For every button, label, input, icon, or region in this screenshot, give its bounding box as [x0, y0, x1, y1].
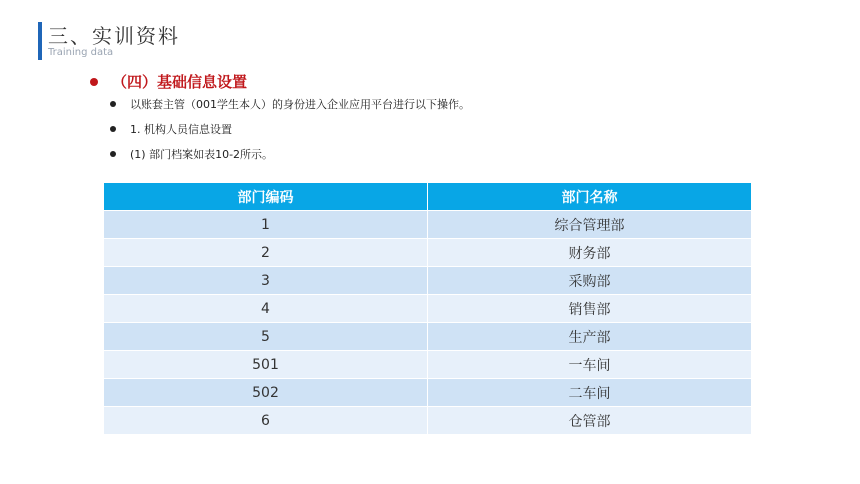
list-item-text: 以账套主管（001学生本人）的身份进入企业应用平台进行以下操作。: [130, 97, 470, 111]
column-header-code: 部门编码: [104, 183, 428, 211]
dept-name-cell: 财务部: [428, 239, 752, 267]
table-row: [104, 407, 751, 435]
dept-name-cell: 仓管部: [428, 407, 752, 435]
table-row: [104, 239, 751, 267]
dept-code-cell: 6: [104, 407, 428, 435]
dept-name-cell: 一车间: [428, 351, 752, 379]
bullet-dot-icon: [110, 101, 116, 107]
list-item: [110, 116, 470, 141]
header-accent-bar: [38, 22, 42, 60]
slide-subtitle: Training data: [48, 47, 114, 58]
dept-code-cell: 5: [104, 323, 428, 351]
bullet-dot-icon: [110, 151, 116, 157]
department-table: [104, 183, 751, 434]
table-row: [104, 351, 751, 379]
slide-title: 三、实训资料: [48, 24, 180, 48]
bullet-dot-icon: [90, 78, 98, 86]
table-row: [104, 295, 751, 323]
dept-name-cell: 综合管理部: [428, 211, 752, 239]
table-row: [104, 211, 751, 239]
dept-code-cell: 501: [104, 351, 428, 379]
dept-code-cell: 4: [104, 295, 428, 323]
list-item-text: 1. 机构人员信息设置: [130, 122, 232, 136]
section-heading: [90, 71, 247, 92]
dept-name-cell: 生产部: [428, 323, 752, 351]
dept-code-cell: 502: [104, 379, 428, 407]
dept-name-cell: 二车间: [428, 379, 752, 407]
section-heading-text: （四）基础信息设置: [112, 73, 248, 91]
dept-name-cell: 采购部: [428, 267, 752, 295]
list-item: [110, 91, 470, 116]
list-item-text: (1) 部门档案如表10-2所示。: [130, 147, 274, 161]
table-row: [104, 267, 751, 295]
bullet-list: [110, 91, 470, 166]
table-row: [104, 379, 751, 407]
dept-name-cell: 销售部: [428, 295, 752, 323]
dept-code-cell: 2: [104, 239, 428, 267]
column-header-name: 部门名称: [428, 183, 752, 211]
table-header-row: [104, 183, 751, 211]
dept-code-cell: 3: [104, 267, 428, 295]
table-row: [104, 323, 751, 351]
bullet-dot-icon: [110, 126, 116, 132]
list-item: [110, 141, 470, 166]
dept-code-cell: 1: [104, 211, 428, 239]
